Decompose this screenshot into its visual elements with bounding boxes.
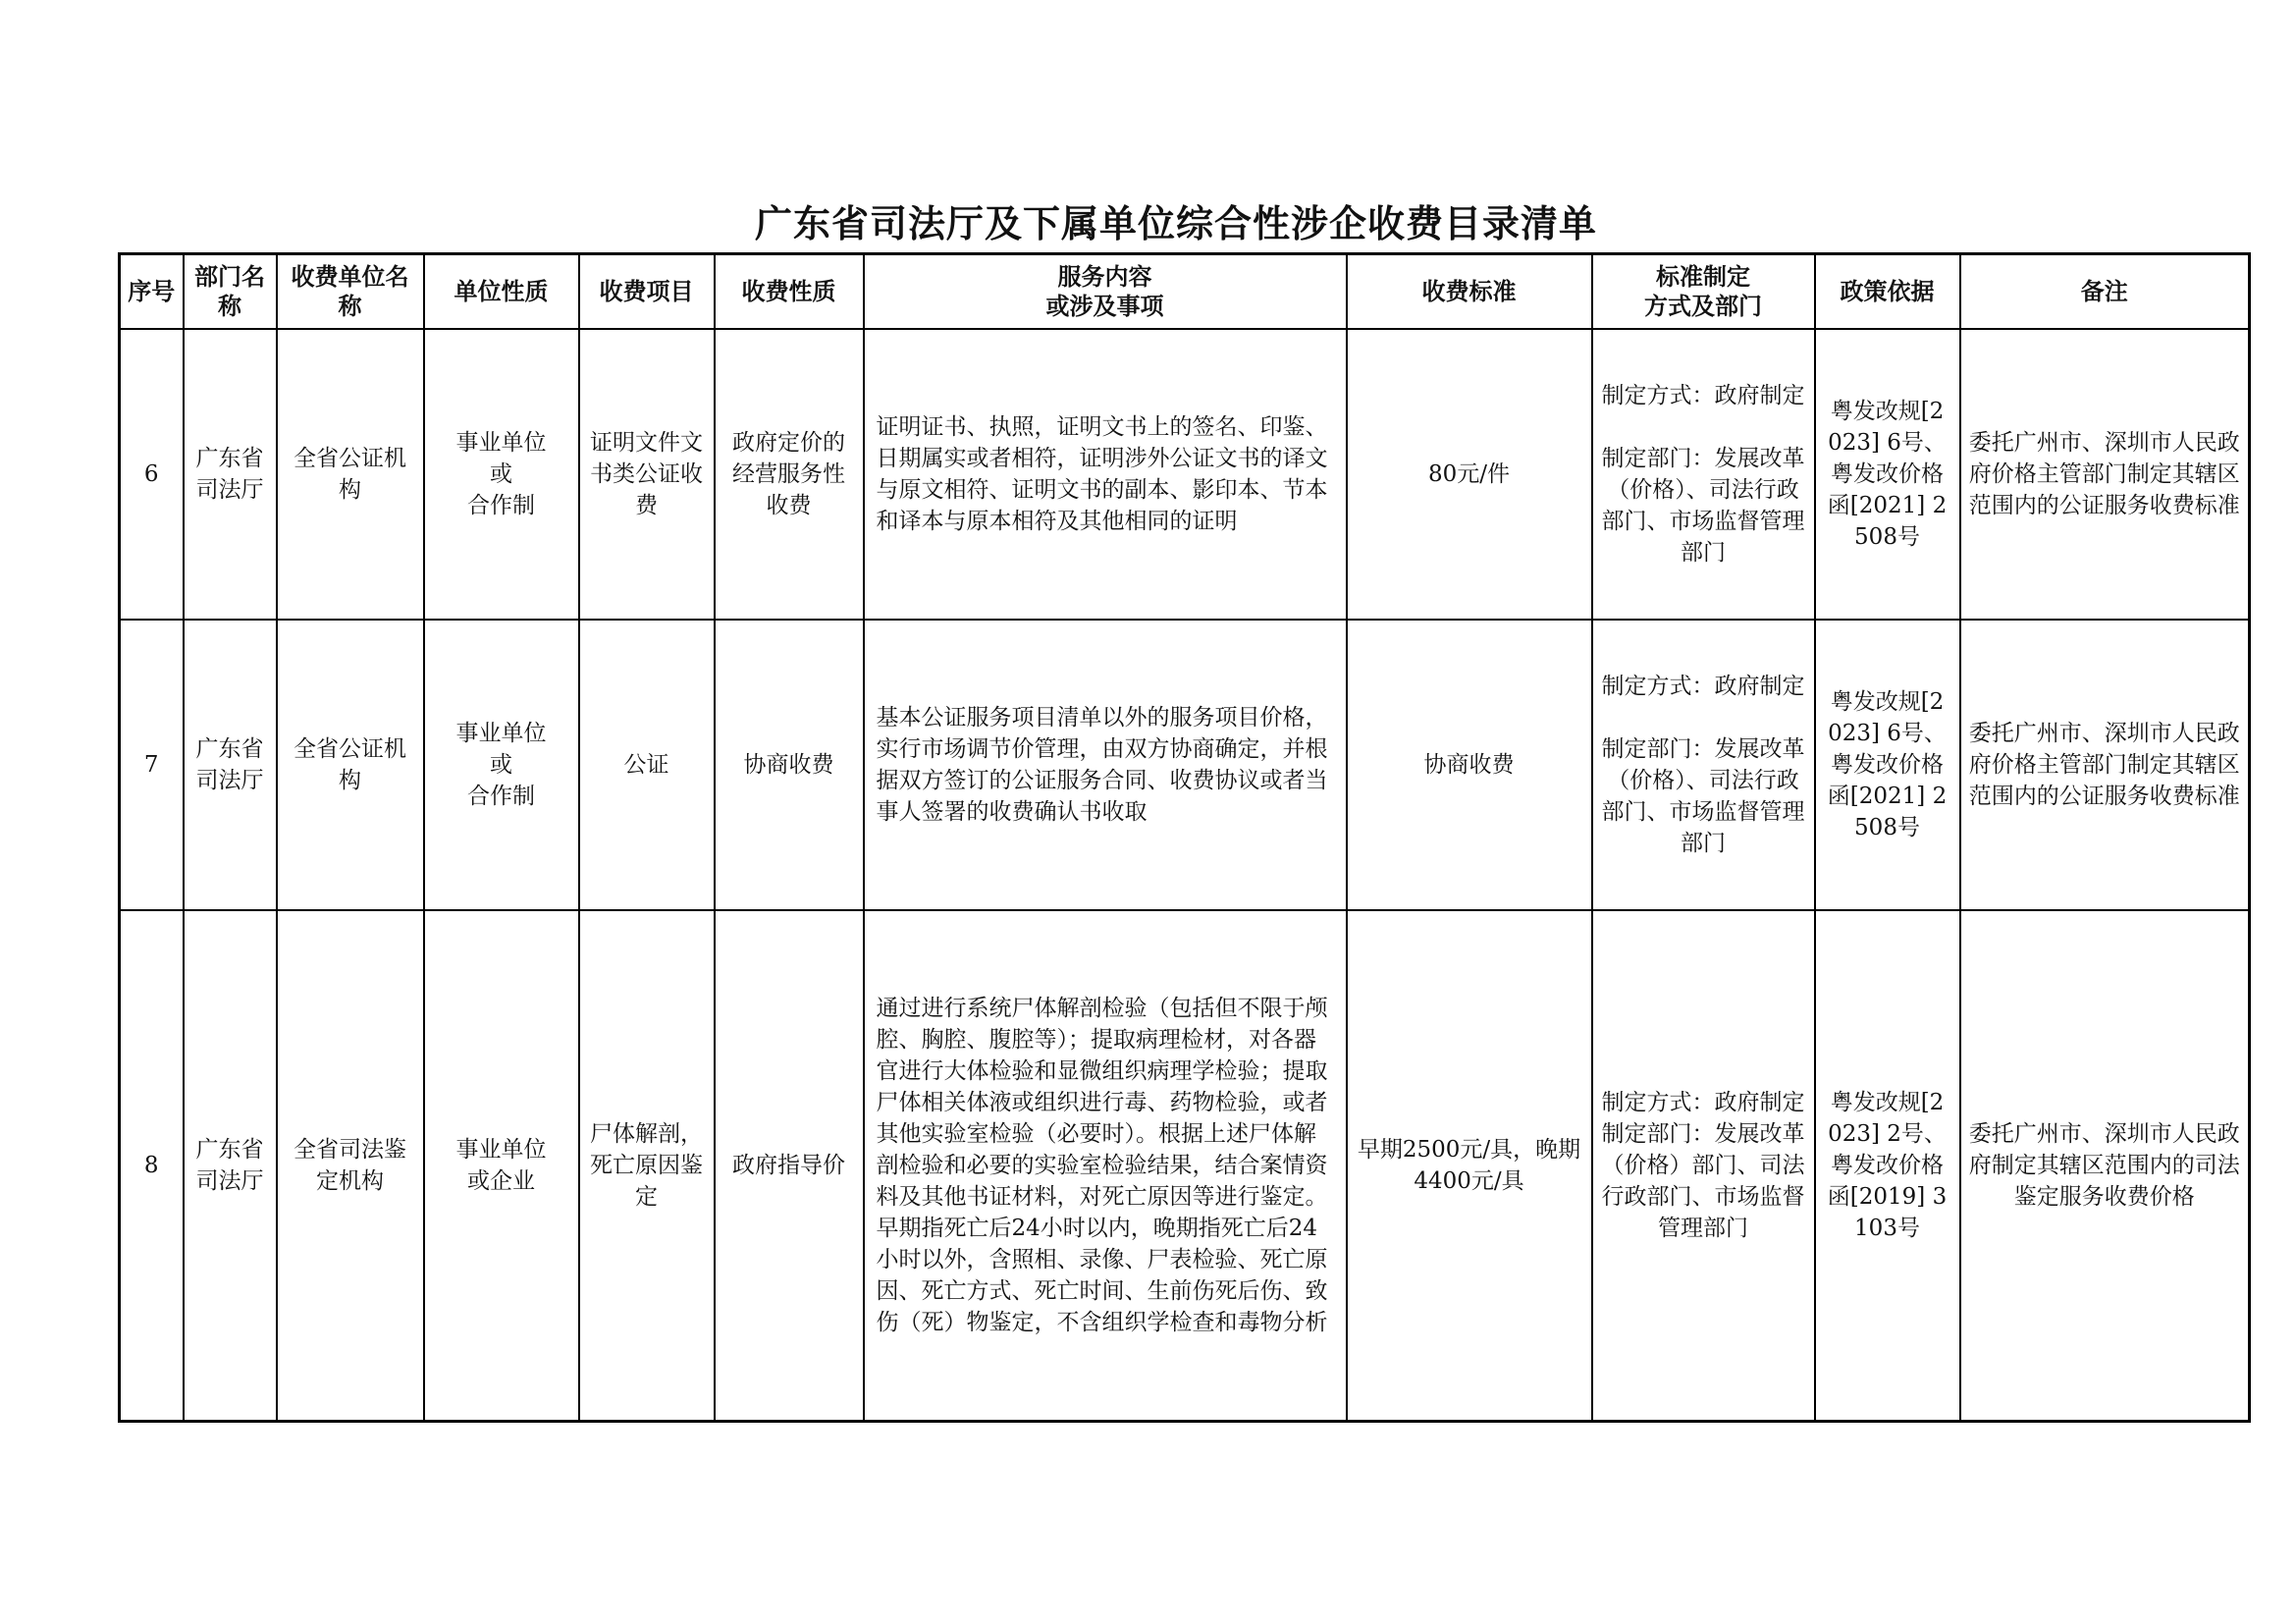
header-fee-standard: 收费标准 — [1347, 254, 1592, 330]
table-row — [120, 910, 2250, 1422]
cell-fee-nature: 政府定价的经营服务性收费 — [715, 329, 864, 620]
fee-catalog-table — [118, 252, 2251, 1423]
cell-method — [1592, 329, 1815, 620]
header-service-line2: 或涉及事项 — [1045, 292, 1164, 320]
table-row — [120, 329, 2250, 620]
cell-remarks: 委托广州市、深圳市人民政府价格主管部门制定其辖区范围内的公证服务收费标准 — [1960, 620, 2250, 910]
header-service-line1: 服务内容 — [1057, 262, 1152, 291]
header-unit-nature: 单位性质 — [424, 254, 579, 330]
cell-remarks: 委托广州市、深圳市人民政府价格主管部门制定其辖区范围内的公证服务收费标准 — [1960, 329, 2250, 620]
cell-dept-name: 广东省司法厅 — [184, 620, 277, 910]
cell-service: 通过进行系统尸体解剖检验（包括但不限于颅腔、胸腔、腹腔等）；提取病理检材，对各器官进行大体检验和显微组织病理学检验；提取尸体相关体液或组织进行毒、药物检验，或者其他实验室检验（必要时）。根据上述尸体解剖检验和必要的实验室检验结果，结合案情资料及其他书证材料，对死亡原因等进行鉴定。早期指死亡后24小时以内，晚期指死亡后24小时以外，含照相、录像、尸表检验、死亡原因、死亡方式、死亡时间、生前伤死后伤、致伤（死）物鉴定，不含组织学检查和毒物分析 — [864, 910, 1347, 1422]
cell-method-text: 制定方式：政府制定 — [1601, 383, 1805, 408]
cell-gap — [1601, 702, 1806, 733]
cell-unit-name: 全省公证机构 — [277, 620, 424, 910]
cell-policy: 粤发改规[2023] 2号、粤发改价格函[2019] 3103号 — [1815, 910, 1960, 1422]
cell-fee-item: 证明文件文书类公证收费 — [579, 329, 715, 620]
cell-seq: 6 — [120, 329, 184, 620]
cell-service: 基本公证服务项目清单以外的服务项目价格，实行市场调节价管理，由双方协商确定，并根据双方签订的公证服务合同、收费协议或者当事人签署的收费确认书收取 — [864, 620, 1347, 910]
cell-fee-item: 公证 — [579, 620, 715, 910]
cell-fee-standard: 协商收费 — [1347, 620, 1592, 910]
cell-dept-name: 广东省司法厅 — [184, 910, 277, 1422]
header-fee-item: 收费项目 — [579, 254, 715, 330]
cell-department-text: 制定部门：发展改革（价格）、司法行政部门、市场监督管理部门 — [1601, 736, 1805, 856]
cell-fee-item: 尸体解剖，死亡原因鉴定 — [579, 910, 715, 1422]
page-title: 广东省司法厅及下属单位综合性涉企收费目录清单 — [754, 201, 1597, 245]
cell-fee-nature: 协商收费 — [715, 620, 864, 910]
header-unit-name: 收费单位名称 — [277, 254, 424, 330]
cell-seq: 8 — [120, 910, 184, 1422]
header-dept-name: 部门名称 — [184, 254, 277, 330]
cell-fee-standard: 早期2500元/具，晚期4400元/具 — [1347, 910, 1592, 1422]
header-method-line1: 标准制定 — [1656, 262, 1750, 291]
header-policy: 政策依据 — [1815, 254, 1960, 330]
table-header-row — [120, 254, 2250, 330]
header-fee-nature: 收费性质 — [715, 254, 864, 330]
cell-remarks: 委托广州市、深圳市人民政府制定其辖区范围内的司法鉴定服务收费价格 — [1960, 910, 2250, 1422]
cell-fee-nature: 政府指导价 — [715, 910, 864, 1422]
cell-gap — [1601, 411, 1806, 443]
cell-fee-standard: 80元/件 — [1347, 329, 1592, 620]
cell-method-text: 制定方式：政府制定 — [1601, 1090, 1805, 1115]
cell-department-text: 制定部门：发展改革（价格）部门、司法行政部门、市场监督管理部门 — [1601, 1121, 1805, 1241]
cell-unit-name: 全省公证机构 — [277, 329, 424, 620]
header-method — [1592, 254, 1815, 330]
cell-method — [1592, 620, 1815, 910]
header-seq: 序号 — [120, 254, 184, 330]
cell-service: 证明证书、执照，证明文书上的签名、印鉴、日期属实或者相符，证明涉外公证文书的译文与原文相符、证明文书的副本、影印本、节本和译本与原本相符及其他相同的证明 — [864, 329, 1347, 620]
cell-unit-name: 全省司法鉴定机构 — [277, 910, 424, 1422]
header-method-line2: 方式及部门 — [1644, 292, 1762, 320]
cell-policy: 粤发改规[2023] 6号、粤发改价格函[2021] 2508号 — [1815, 620, 1960, 910]
cell-department-text: 制定部门：发展改革（价格）、司法行政部门、市场监督管理部门 — [1601, 446, 1805, 566]
cell-dept-name: 广东省司法厅 — [184, 329, 277, 620]
cell-unit-nature: 事业单位 或企业 — [424, 910, 579, 1422]
cell-seq: 7 — [120, 620, 184, 910]
header-remarks: 备注 — [1960, 254, 2250, 330]
cell-method-text: 制定方式：政府制定 — [1601, 674, 1805, 699]
header-service — [864, 254, 1347, 330]
cell-unit-nature: 事业单位 或 合作制 — [424, 329, 579, 620]
cell-unit-nature: 事业单位 或 合作制 — [424, 620, 579, 910]
table-row — [120, 620, 2250, 910]
cell-method — [1592, 910, 1815, 1422]
cell-policy: 粤发改规[2023] 6号、粤发改价格函[2021] 2508号 — [1815, 329, 1960, 620]
